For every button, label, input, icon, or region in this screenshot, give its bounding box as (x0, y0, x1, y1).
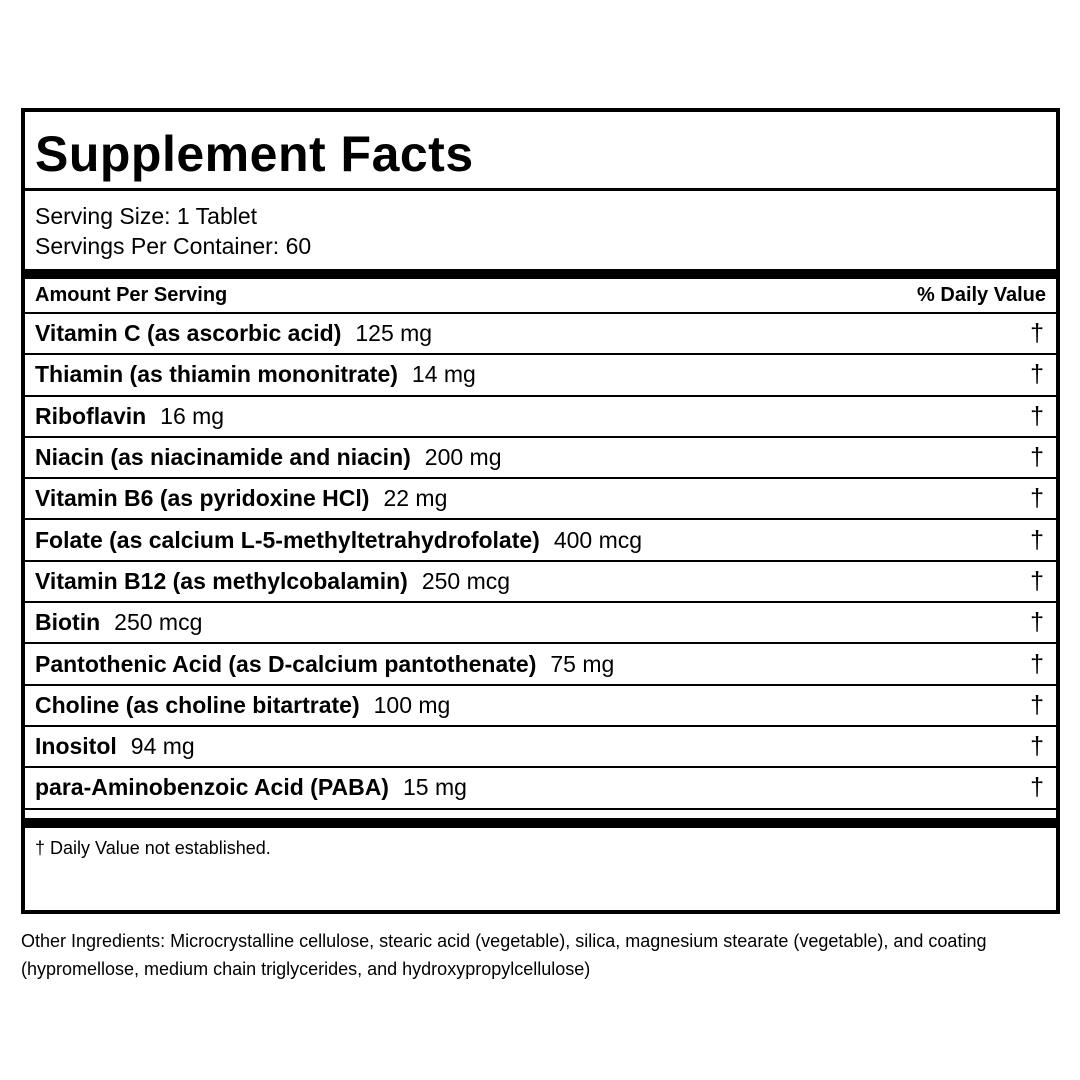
nutrient-row (25, 520, 1056, 561)
nutrient-name: Vitamin B12 (as methylcobalamin) (35, 567, 408, 594)
nutrient-row (25, 562, 1056, 603)
nutrient-name: para-Aminobenzoic Acid (PABA) (35, 774, 389, 801)
nutrient-amount: 14 mg (411, 361, 476, 388)
daily-value-marker: † (1030, 360, 1044, 389)
column-header-row (25, 279, 1056, 314)
nutrient-row (25, 479, 1056, 520)
daily-value-marker: † (1030, 443, 1044, 472)
amount-per-serving-header: Amount Per Serving (35, 284, 228, 306)
nutrient-row (25, 314, 1056, 355)
nutrient-amount: 16 mg (160, 402, 225, 429)
daily-value-marker: † (1030, 319, 1044, 348)
nutrient-name: Biotin (35, 609, 101, 636)
nutrient-row (25, 644, 1056, 685)
nutrient-name: Riboflavin (35, 402, 147, 429)
nutrient-name: Folate (as calcium L-5-methyltetrahydrofolate) (35, 526, 540, 553)
daily-value-marker: † (1030, 525, 1044, 554)
nutrient-row (25, 355, 1056, 396)
daily-value-marker: † (1030, 566, 1044, 595)
nutrient-amount: 200 mg (424, 444, 502, 471)
footnote: † Daily Value not established. (35, 837, 271, 858)
nutrient-amount: 15 mg (402, 774, 467, 801)
nutrient-info (35, 568, 510, 595)
nutrient-amount: 250 mcg (114, 609, 203, 636)
spacer-row (25, 810, 1056, 820)
nutrient-name: Vitamin B6 (as pyridoxine HCl) (35, 485, 370, 512)
daily-value-marker: † (1030, 401, 1044, 430)
nutrient-name: Niacin (as niacinamide and niacin) (35, 444, 411, 471)
nutrient-info (35, 320, 432, 347)
nutrient-amount: 400 mcg (553, 526, 643, 553)
serving-size: Serving Size: 1 Tablet (35, 203, 258, 229)
serving-info (25, 191, 1056, 269)
nutrient-amount: 75 mg (550, 650, 615, 677)
nutrient-name: Choline (as choline bitartrate) (35, 691, 360, 718)
nutrient-row (25, 686, 1056, 727)
nutrient-amount: 250 mcg (421, 567, 511, 594)
supplement-facts-panel (21, 108, 1060, 914)
nutrient-amount: 100 mg (373, 691, 451, 718)
daily-value-header: % Daily Value (917, 284, 1046, 306)
nutrient-info (35, 733, 195, 760)
nutrient-name: Thiamin (as thiamin mononitrate) (35, 361, 398, 388)
nutrient-info (35, 527, 642, 554)
nutrient-info (35, 444, 502, 471)
nutrient-amount: 94 mg (130, 733, 195, 760)
nutrient-info (35, 361, 476, 388)
nutrient-amount: 22 mg (383, 485, 448, 512)
nutrient-row (25, 768, 1056, 809)
panel-title: Supplement Facts (25, 112, 1056, 191)
footnote-divider (25, 820, 1056, 828)
nutrient-row (25, 397, 1056, 438)
nutrient-info (35, 774, 467, 801)
nutrient-info (35, 692, 450, 719)
nutrient-name: Vitamin C (as ascorbic acid) (35, 320, 342, 347)
nutrient-info (35, 485, 447, 512)
thick-divider (25, 269, 1056, 279)
daily-value-marker: † (1030, 608, 1044, 637)
nutrient-info (35, 403, 224, 430)
daily-value-marker: † (1030, 732, 1044, 761)
nutrient-name: Inositol (35, 733, 117, 760)
nutrient-rows (25, 314, 1056, 810)
nutrient-info (35, 609, 202, 636)
other-ingredients: Other Ingredients: Microcrystalline cellulose, stearic acid (vegetable), silica, magnesium stearate (vegetable), and coating (hypromellose, medium chain triglycerides, and hydroxypropylcellulose) (21, 931, 987, 979)
nutrient-amount: 125 mg (355, 320, 433, 347)
nutrient-row (25, 603, 1056, 644)
daily-value-marker: † (1030, 649, 1044, 678)
nutrient-row (25, 438, 1056, 479)
servings-per-container: Servings Per Container: 60 (35, 233, 312, 259)
daily-value-marker: † (1030, 690, 1044, 719)
nutrient-name: Pantothenic Acid (as D-calcium pantothenate) (35, 650, 537, 677)
nutrient-info (35, 651, 614, 678)
nutrient-row (25, 727, 1056, 768)
daily-value-marker: † (1030, 773, 1044, 802)
daily-value-marker: † (1030, 484, 1044, 513)
